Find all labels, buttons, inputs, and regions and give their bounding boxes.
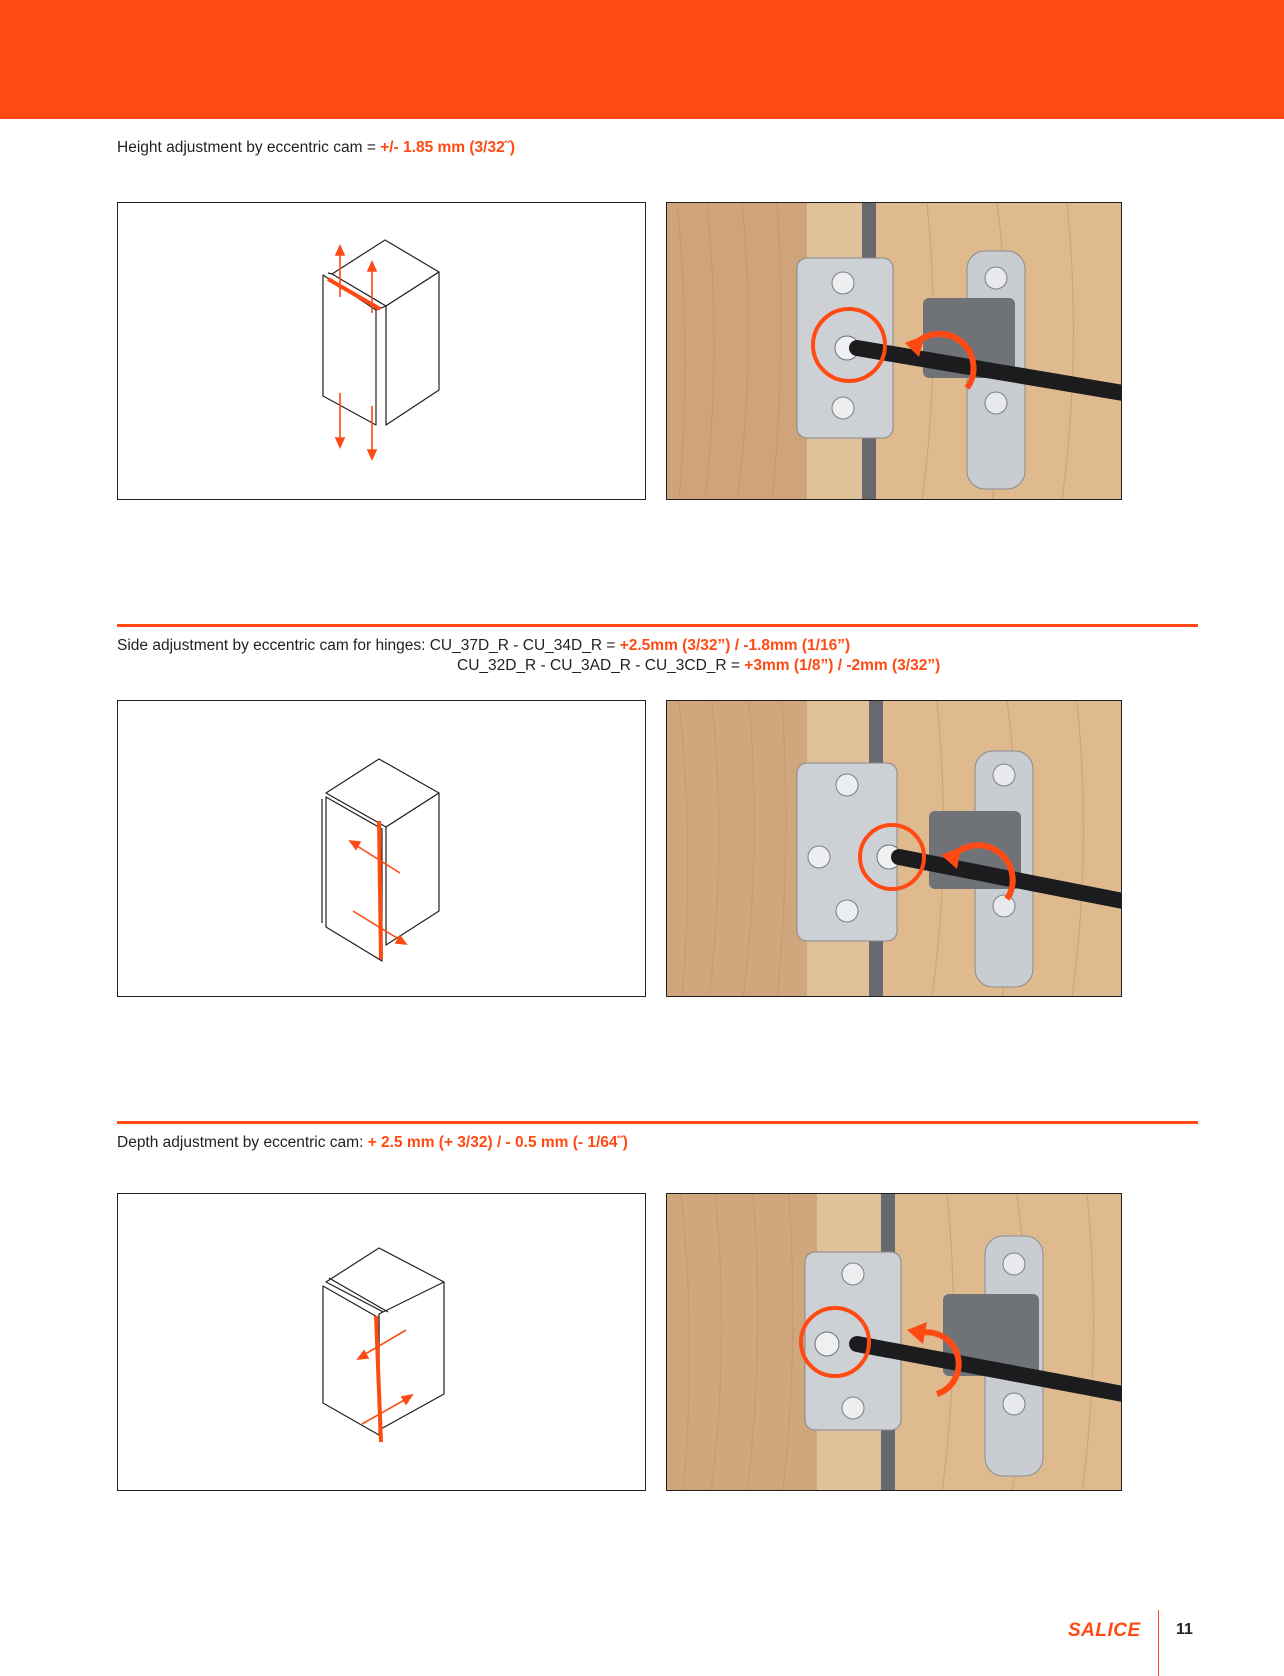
cabinet-door	[323, 1286, 379, 1435]
caption-lead: Depth adjustment by eccentric cam:	[117, 1134, 368, 1151]
caption-value: +/- 1.85 mm (3/32˝)	[380, 139, 516, 156]
caption-line2-lead: CU_32D_R - CU_3AD_R - CU_3CD_R =	[457, 657, 745, 674]
depth-adjustment-photo	[666, 1193, 1122, 1491]
caption-line2-value: +3mm (1/8”) / -2mm (3/32”)	[744, 657, 941, 674]
side-adjustment-diagram	[117, 700, 646, 997]
caption-value: +2.5mm (3/32”) / -1.8mm (1/16”)	[619, 637, 851, 654]
cabinet-door	[323, 275, 376, 425]
height-adjustment-caption	[117, 138, 515, 158]
caption-lead: Height adjustment by eccentric cam =	[117, 139, 381, 156]
section-divider	[117, 1121, 1198, 1124]
height-adjustment-diagram	[117, 202, 646, 500]
side-adjustment-photo	[666, 700, 1122, 997]
section-divider	[117, 624, 1198, 627]
cam-screw	[815, 1332, 839, 1356]
caption-value: + 2.5 mm (+ 3/32) / - 0.5 mm (- 1/64˝)	[367, 1134, 628, 1151]
cabinet-door	[326, 797, 382, 961]
page-number: 11	[1176, 1621, 1193, 1638]
caption-line2	[117, 656, 940, 676]
header-band	[0, 0, 1284, 119]
footer-divider	[1158, 1610, 1159, 1676]
depth-adjustment-diagram	[117, 1193, 646, 1491]
depth-adjustment-caption	[117, 1133, 628, 1153]
salice-logo: SALICE	[1068, 1620, 1141, 1641]
height-adjustment-photo	[666, 202, 1122, 500]
side-adjustment-caption	[117, 636, 940, 676]
caption-lead: Side adjustment by eccentric cam for hinges: CU_37D_R - CU_34D_R =	[117, 637, 620, 654]
door-edge-highlight	[379, 821, 381, 959]
